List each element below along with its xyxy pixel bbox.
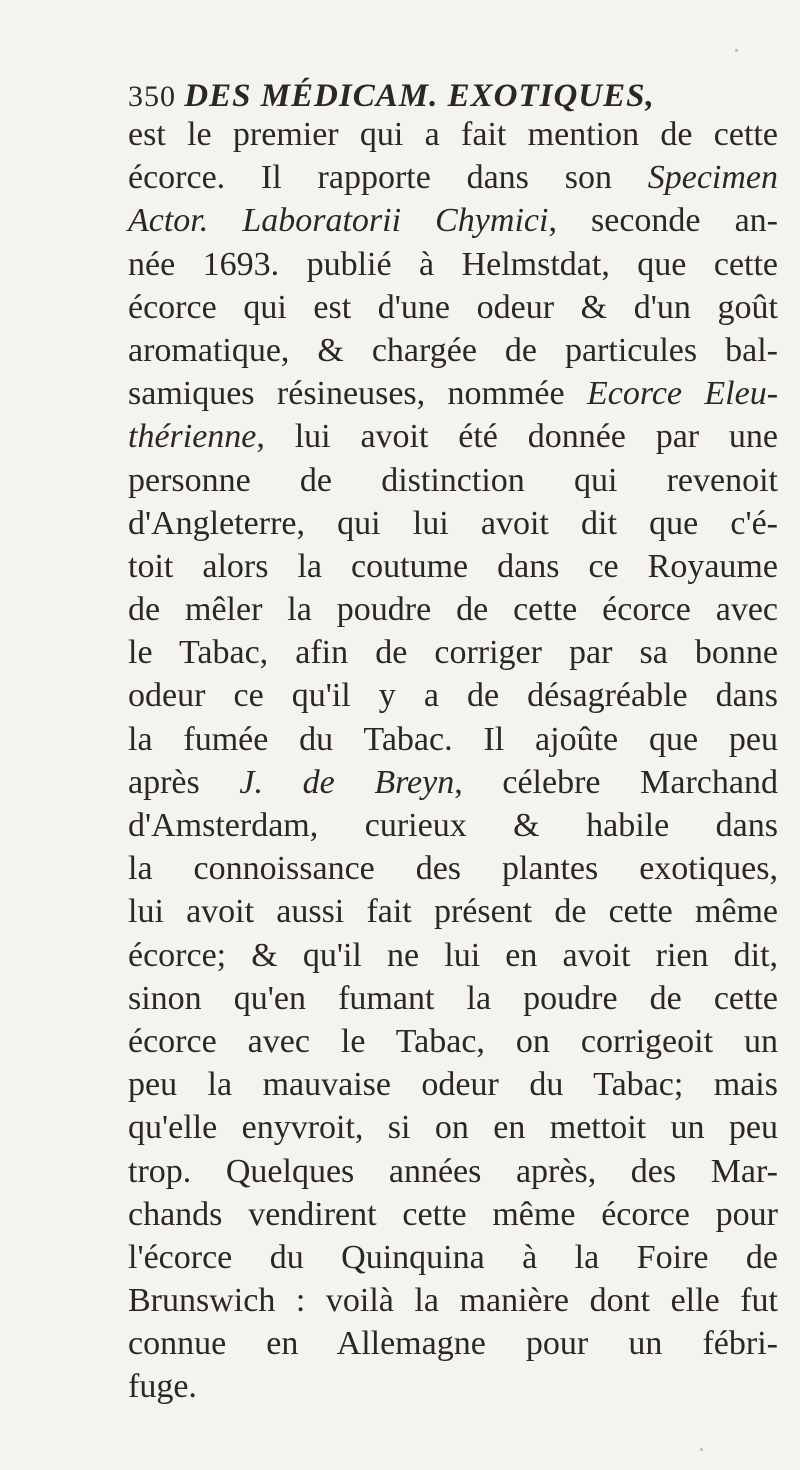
text-run: , célebre Marchand [454, 763, 778, 801]
text-line [128, 1020, 788, 1063]
text-run: peu la mauvaise odeur du Tabac; mais [128, 1066, 778, 1104]
text-run: la fumée du Tabac. Il ajoûte que peu [128, 720, 779, 758]
text-run: sinon qu'en fumant la poudre de cette [128, 979, 779, 1017]
text-line [128, 977, 788, 1020]
text-run: de mêler la poudre de cette écorce avec [128, 591, 779, 629]
text-line [128, 372, 788, 415]
text-line [128, 804, 788, 847]
text-run: trop. Quelques années après, des Mar- [128, 1152, 778, 1190]
text-line [128, 674, 788, 717]
text-line [128, 1279, 788, 1322]
text-line [128, 1150, 788, 1193]
text-run: écorce; & qu'il ne lui en avoit rien dit, [128, 936, 779, 974]
text-run: fuge. [128, 1368, 197, 1406]
text-run: d'Angleterre, qui lui avoit dit que c'é- [128, 504, 779, 542]
text-line [128, 1322, 788, 1365]
text-run: le Tabac, afin de corriger par sa bonne [128, 634, 779, 672]
text-run: toit alors la coutume dans ce Royaume [128, 547, 778, 585]
text-line [128, 113, 788, 156]
text-run: la connoissance des plantes exotiques, [128, 850, 779, 888]
text-line [128, 156, 788, 199]
text-run: , seconde an- [548, 202, 778, 240]
text-run: aromatique, & chargée de particules bal- [128, 331, 778, 369]
running-title: DES MÉDICAM. EXOTIQUES, [184, 78, 655, 114]
italic-text-run: thérienne [128, 418, 257, 456]
text-run: qu'elle enyvroit, si on en mettoit un peu [128, 1109, 778, 1147]
text-run: écorce. Il rapporte dans son [128, 159, 648, 197]
italic-text-run: J. de Breyn [239, 763, 455, 801]
text-run: personne de distinction qui revenoit [128, 461, 778, 499]
text-run: d'Amsterdam, curieux & habile dans [128, 807, 779, 844]
paper-speck [700, 1448, 703, 1451]
italic-text-run: Actor. Laboratorii Chymici [128, 202, 549, 240]
paper-speck [735, 49, 738, 52]
text-line [128, 1365, 788, 1408]
text-line [128, 761, 788, 804]
text-line [128, 1236, 788, 1279]
italic-text-run: Ecorce Eleu- [587, 375, 779, 413]
text-run: samiques résineuses, nommée [128, 375, 587, 413]
text-line [128, 718, 788, 761]
text-run: Brunswich : voilà la manière dont elle fut [128, 1282, 778, 1320]
text-run: née 1693. publié à Helmstdat, que cette [128, 245, 779, 283]
text-run: est le premier qui a fait mention de cette [128, 116, 778, 153]
text-line [128, 1106, 788, 1149]
text-run: , lui avoit été donnée par une [256, 418, 779, 456]
text-line [128, 199, 788, 242]
text-line [128, 847, 788, 890]
body-text [128, 113, 788, 1409]
text-run: après [128, 763, 240, 801]
text-run: écorce avec le Tabac, on corrigeoit un [128, 1022, 778, 1060]
text-line [128, 1063, 788, 1106]
text-run: l'écorce du Quinquina à la Foire de [128, 1238, 778, 1276]
text-run: chands vendirent cette même écorce pour [128, 1195, 779, 1233]
page-number: 350 [128, 80, 176, 113]
text-run: écorce qui est d'une odeur & d'un goût [128, 288, 778, 326]
text-line [128, 329, 788, 372]
text-run: odeur ce qu'il y a de désagréable dans [128, 677, 778, 715]
text-line [128, 502, 788, 545]
text-line [128, 415, 788, 458]
text-line [128, 286, 788, 329]
text-line [128, 1193, 788, 1236]
text-line [128, 631, 788, 674]
text-run: lui avoit aussi fait présent de cette même [128, 893, 779, 931]
text-line [128, 243, 788, 286]
text-line [128, 890, 788, 933]
text-line [128, 459, 788, 502]
text-line [128, 545, 788, 588]
running-header [128, 76, 768, 117]
text-line [128, 934, 788, 977]
text-run: connue en Allemagne pour un fébri- [128, 1325, 778, 1363]
text-line [128, 588, 788, 631]
italic-text-run: Specimen [647, 159, 779, 197]
